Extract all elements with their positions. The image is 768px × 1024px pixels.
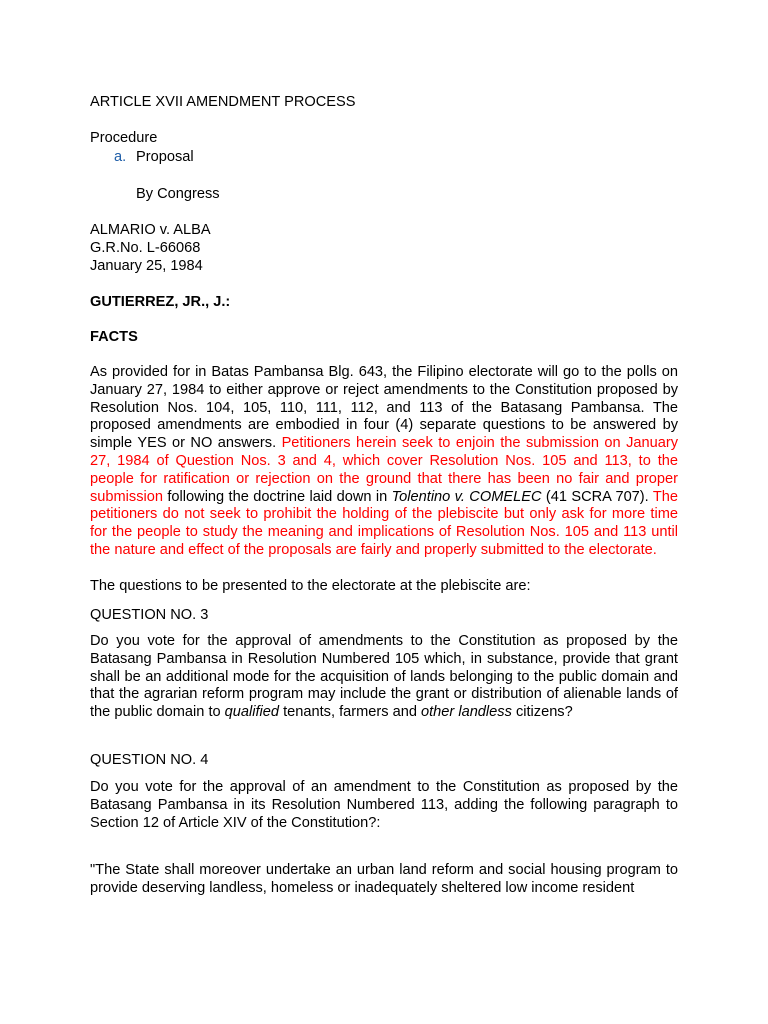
facts-highlight-1: Petitioners herein seek to enjoin the submission on January 27, 1984 of Question Nos. 3 and 4, which cover Resolution Nos. 105 and 113, to the people for ratification or rejection on the ground that there has been no fair and proper submission (90, 435, 678, 505)
question-3-italic-b: other landless (421, 704, 512, 721)
list-item-proposal: Proposal (136, 149, 194, 165)
case-name: ALMARIO v. ALBA (90, 222, 211, 238)
questions-intro: The questions to be presented to the electorate at the plebiscite are: (90, 578, 531, 594)
question-3-text (90, 633, 678, 722)
facts-paragraph (90, 364, 678, 560)
ponente: GUTIERREZ, JR., J.: (90, 294, 231, 310)
facts-text-3: (41 SCRA 707). (541, 488, 653, 505)
facts-heading: FACTS (90, 329, 138, 345)
list-marker: a. (114, 149, 127, 165)
case-gr-number: G.R.No. L-66068 (90, 240, 201, 256)
facts-text-2: following the doctrine laid down in (163, 488, 392, 505)
case-date: January 25, 1984 (90, 258, 203, 274)
facts-text: As provided for in Batas Pambansa Blg. 643, the Filipino electorate will go to the polls on January 27, 1984 to either approve or reject amendments to the Constitution proposed by Resolution Nos. 104, 105, 110, 111, 112, and 113 of the Batasang Pambansa. The proposed amendments are embodied in four (4) separate questions to be answered by simple YES or NO answers. (90, 364, 678, 452)
case-citation: Tolentino v. COMELEC (391, 488, 542, 505)
question-3-heading: QUESTION NO. 3 (90, 607, 209, 623)
quoted-amendment: "The State shall moreover undertake an urban land reform and social housing program to provide deserving landless, homeless or inadequately sheltered low income resident (90, 862, 678, 896)
question-3-text-c: citizens? (511, 704, 573, 721)
procedure-label: Procedure (90, 130, 158, 146)
question-3-italic-a: qualified (224, 704, 280, 721)
facts-highlight-2: The petitioners do not seek to prohibit the holding of the plebiscite but only ask for more time for the people to study the meaning and implications of Resolution Nos. 105 and 113 until the nature and effect of the proposals are fairly and properly submitted to the electorate. (90, 488, 678, 558)
question-3-text-b: tenants, farmers and (279, 704, 422, 721)
sub-label-by-congress: By Congress (136, 186, 220, 202)
question-4-text: Do you vote for the approval of an amendment to the Constitution as proposed by the Batasang Pambansa in its Resolution Numbered 113, adding the following paragraph to Section 12 of Article XIV of the Constitution?: (90, 779, 678, 831)
question-3-text-a: Do you vote for the approval of amendments to the Constitution as proposed by the Batasang Pambansa in Resolution Numbered 105 which, in substance, provide that grant shall be an additional mode for the acquisition of lands belonging to the public domain and that the agrarian reform program may include the grant or distribution of alienable lands of the public domain to (90, 633, 678, 721)
document-title: ARTICLE XVII AMENDMENT PROCESS (90, 94, 356, 110)
question-4-heading: QUESTION NO. 4 (90, 752, 209, 768)
